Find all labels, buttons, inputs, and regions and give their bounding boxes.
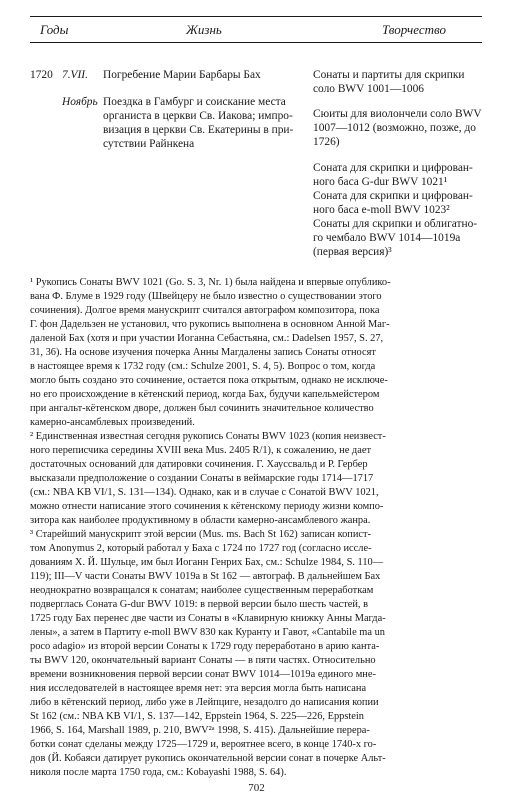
work-entry: Соната для скрипки и цифрован- bbox=[313, 190, 473, 202]
top-rule bbox=[30, 16, 482, 17]
row-year: 1720 bbox=[30, 69, 53, 81]
footnote-line: зитора как наиболее продуктивному в области камерно-ансамблевого жанра. bbox=[30, 515, 371, 526]
footnote-line: poco adagio» из второй версии Сонаты к 1729 году переработано в арию канта- bbox=[30, 641, 380, 652]
footnote-line: неоднократно возвращался к сонатам; наиболее существенным переработкам bbox=[30, 585, 374, 596]
footnote-line: высказали предположение о создании Сонаты в веймарские годы 1714—1717 bbox=[30, 473, 374, 484]
footnote-line: камерно-ансамблевых произведений. bbox=[30, 417, 195, 428]
life-entry: сутствии Райнкена bbox=[103, 138, 195, 150]
work-entry: Соната для скрипки и цифрован- bbox=[313, 162, 473, 174]
footnote-line: дованиям Х. Й. Шульце, им был Иоганн Генрих Бах, см.: Schulze 1984, S. 110— bbox=[30, 557, 384, 568]
footnote-line: 119); III—V части Сонаты BWV 1019a в St 162 — автограф. В дальнейшем Бах bbox=[30, 571, 381, 582]
row-date: Ноябрь bbox=[62, 96, 98, 108]
footnote-line: либо в кётенский период, либо уже в Лейпциге, незадолго до написания копии bbox=[30, 697, 379, 708]
footnote-line: ² Единственная известная сегодня рукопись Сонаты BWV 1023 (копия неизвест- bbox=[30, 431, 386, 442]
footnote-line: подверглась Соната G-dur BWV 1019: в первой версии было шесть частей, в bbox=[30, 599, 369, 610]
work-entry: 1726) bbox=[313, 136, 340, 148]
footnote-line: St 162 (см.: NBA KB VI/1, S. 137—142, Eppstein 1964, S. 225—226, Eppstein bbox=[30, 711, 364, 722]
work-entry: Сонаты для скрипки и облигатно- bbox=[313, 218, 478, 230]
footnote-line: ¹ Рукопись Сонаты BWV 1021 (Go. S. 3, Nr. 1) была найдена и впервые опублико- bbox=[30, 277, 391, 288]
life-entry: Погребение Марии Барбары Бах bbox=[103, 69, 261, 81]
footnote-line: ния исследователей в настоящее время нет: эта версия могла быть написана bbox=[30, 683, 367, 694]
work-entry: (первая версия)³ bbox=[313, 246, 392, 258]
work-entry: го чембало BWV 1014—1019a bbox=[313, 232, 461, 244]
footnote-line: можно отнести написание этого сочинения к кётенскому периоду жизни компо- bbox=[30, 501, 384, 512]
work-entry: соло BWV 1001—1006 bbox=[313, 83, 424, 95]
footnote-line: даленой Бах (хотя и при участии Иоганна Себастьяна, см.: Dadelsen 1957, S. 27, bbox=[30, 333, 384, 344]
life-entry: визация в церкви Св. Екатерины в при- bbox=[103, 124, 294, 136]
footnote-line: при ангальт-кётенском дворе, должен был сочинить значительное количество bbox=[30, 403, 374, 414]
footnote-line: (см.: NBA KB VI/1, S. 131—134). Однако, как и в случае с Сонатой BWV 1021, bbox=[30, 487, 379, 498]
footnote-line: 31, 36). На основе изучения почерка Анны Магдалены запись Сонаты относят bbox=[30, 347, 376, 358]
work-entry: Сонаты и партиты для скрипки bbox=[313, 69, 465, 81]
life-entry: органиста в церкви Св. Иакова; импро- bbox=[103, 110, 293, 122]
work-entry: 1007—1012 (возможно, позже, до bbox=[313, 122, 476, 134]
footnote-line: ботки сонат сделаны между 1725—1729 и, вероятнее всего, в конце 1740-х го- bbox=[30, 739, 377, 750]
footnote-line: но его происхождение в кётенский период, когда Бах, будучи капельмейстером bbox=[30, 389, 380, 400]
footnote-line: николя после марта 1750 года, см.: Kobayashi 1988, S. 64). bbox=[30, 767, 287, 778]
footnote-line: достаточных оснований для датировки сочинения. Г. Хауссвальд и Р. Гербер bbox=[30, 459, 368, 470]
column-header-years: Годы bbox=[40, 22, 69, 37]
footnote-line: ты BWV 120, окончательный вариант Сонаты — в пяти частях. Относительно bbox=[30, 655, 376, 666]
footnote-line: вана Ф. Блуме в 1929 году (Швейцеру не было известно о существовании этого bbox=[30, 291, 382, 302]
footnote-line: Г. фон Дадельзен не установил, что рукопись выполнена в основном Анной Маг- bbox=[30, 319, 390, 330]
footnote-line: могло быть создано это сочинение, остается пока открытым, однако не исключе- bbox=[30, 375, 388, 386]
page-number: 702 bbox=[248, 782, 265, 794]
header-rule bbox=[30, 42, 482, 43]
footnote-line: лены», а затем в Партиту e-moll BWV 830 как Куранту и Гавот, «Cantabile ma un bbox=[30, 627, 385, 638]
column-header-life: Жизнь bbox=[186, 22, 222, 37]
footnote-line: 1966, S. 164, Marshall 1989, p. 210, BWV²ᵃ 1998, S. 415). Дальнейшие перера- bbox=[30, 725, 370, 736]
work-entry: ного баса G-dur BWV 1021¹ bbox=[313, 176, 448, 188]
footnote-line: в настоящее время к 1732 году (см.: Schulze 2001, S. 4, 5). Вопрос о том, когда bbox=[30, 361, 376, 372]
footnote-line: 1725 году Бах перенес две части из Сонаты в «Клавирную книжку Анны Магда- bbox=[30, 613, 386, 624]
row-date: 7.VII. bbox=[62, 69, 88, 81]
footnote-line: дов (Й. Кобаяси датирует рукопись окончательной версии сонат в почерке Альт- bbox=[30, 753, 386, 764]
work-entry: Сюиты для виолончели соло BWV bbox=[313, 108, 482, 120]
column-header-work: Творчество bbox=[382, 22, 446, 37]
life-entry: Поездка в Гамбург и соискание места bbox=[103, 96, 286, 108]
footnote-line: времени возникновения первой версии сонат BWV 1014—1019a единого мне- bbox=[30, 669, 376, 680]
footnote-line: сочинения). Долгое время манускрипт считался автографом композитора, пока bbox=[30, 305, 380, 316]
footnote-line: ного переписчика середины XVIII века Mus. 2405 R/1), к сожалению, не дает bbox=[30, 445, 371, 456]
footnote-line: ³ Старейший манускрипт этой версии (Mus. ms. Bach St 162) записан копист- bbox=[30, 529, 372, 540]
footnote-line: том Anonymus 2, который работал у Баха с 1724 по 1727 год (согласно иссле- bbox=[30, 543, 372, 554]
work-entry: ного баса e-moll BWV 1023² bbox=[313, 204, 450, 216]
